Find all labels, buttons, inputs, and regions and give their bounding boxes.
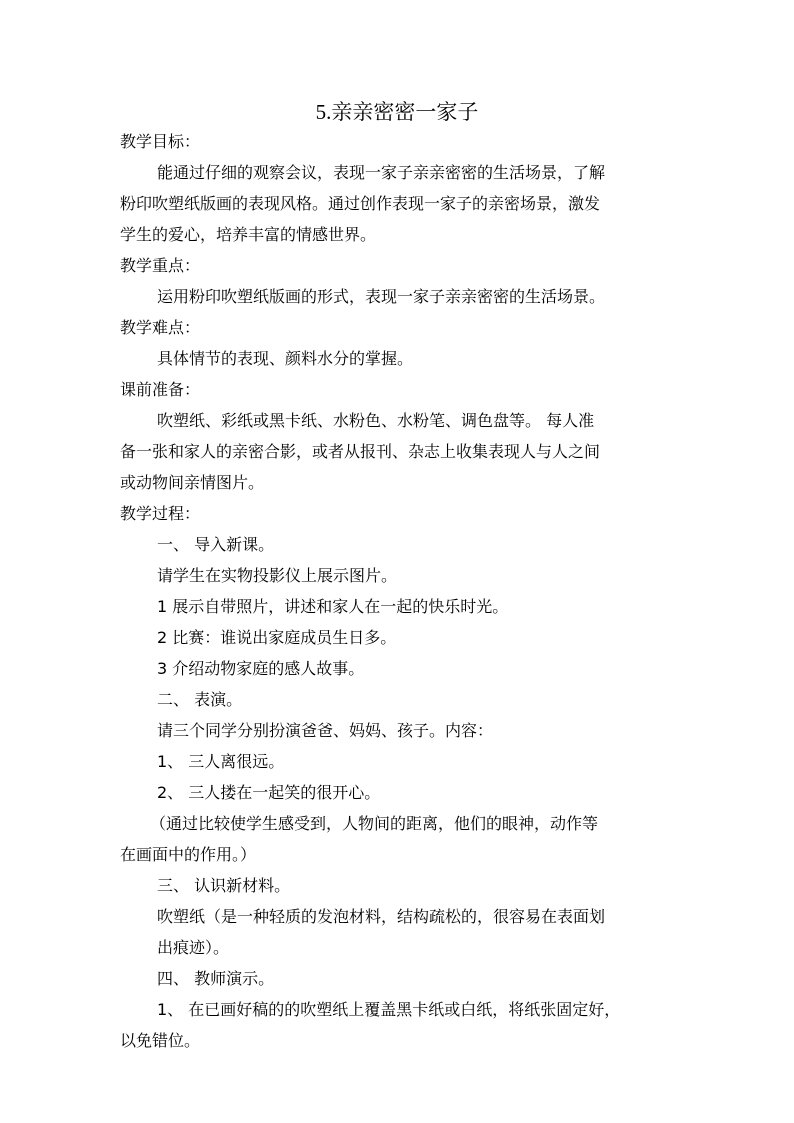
process-step-1-item: 3 介绍动物家庭的感人故事。: [157, 659, 365, 678]
process-step-2-note: 在画面中的作用。）: [120, 845, 257, 864]
process-step-2-intro: 请三个同学分别扮演爸爸、妈妈、孩子。内容：: [157, 721, 494, 740]
preparation-line: 吹塑纸、彩纸或黑卡纸、水粉色、水粉笔、调色盘等。 每人准: [157, 411, 595, 430]
process-step-1: 一、 导入新课。: [157, 535, 275, 554]
process-step-4-item: 1、 在已画好稿的的吹塑纸上覆盖黑卡纸或白纸，将纸张固定好，: [157, 1000, 621, 1019]
process-step-4-item: 以免错位。: [120, 1031, 201, 1050]
goals-heading: 教学目标：: [120, 132, 201, 151]
goals-line: 学生的爱心，培养丰富的情感世界。: [120, 225, 377, 244]
process-step-3-text: 出痕迹）。: [157, 938, 230, 957]
process-step-3: 三、 认识新材料。: [157, 876, 291, 895]
process-step-2-item: 2、 三人搂在一起笑的很开心。: [157, 783, 381, 802]
goals-line: 能通过仔细的观察会议，表现一家子亲亲密密的生活场景，了解: [157, 163, 606, 182]
process-step-4: 四、 教师演示。: [157, 969, 275, 988]
process-step-1-intro: 请学生在实物投影仪上展示图片。: [157, 566, 398, 585]
difficulty-heading: 教学难点：: [120, 318, 201, 337]
process-step-2-note: （通过比较使学生感受到，人物间的距离，他们的眼神，动作等: [150, 814, 599, 833]
process-step-2-item: 1、 三人离很远。: [157, 752, 285, 771]
goals-line: 粉印吹塑纸版画的表现风格。通过创作表现一家子的亲密场景，激发: [120, 194, 601, 213]
key-points-heading: 教学重点：: [120, 256, 201, 275]
process-step-2: 二、 表演。: [157, 690, 243, 709]
process-step-3-text: 吹塑纸（是一种轻质的发泡材料，结构疏松的，很容易在表面划: [157, 907, 606, 926]
document-body: [120, 126, 680, 1056]
preparation-line: 或动物间亲情图片。: [120, 473, 265, 492]
document-title: 5.亲亲密密一家子: [315, 100, 479, 124]
process-step-1-item: 2 比赛：谁说出家庭成员生日多。: [157, 628, 397, 647]
preparation-line: 备一张和家人的亲密合影，或者从报刊、杂志上收集表现人与人之间: [120, 442, 601, 461]
difficulty-text: 具体情节的表现、颜料水分的掌握。: [157, 349, 414, 368]
process-heading: 教学过程：: [120, 504, 201, 523]
process-step-1-item: 1 展示自带照片，讲述和家人在一起的快乐时光。: [157, 597, 509, 616]
preparation-heading: 课前准备：: [120, 380, 201, 399]
key-points-text: 运用粉印吹塑纸版画的形式，表现一家子亲亲密密的生活场景。: [157, 287, 606, 306]
